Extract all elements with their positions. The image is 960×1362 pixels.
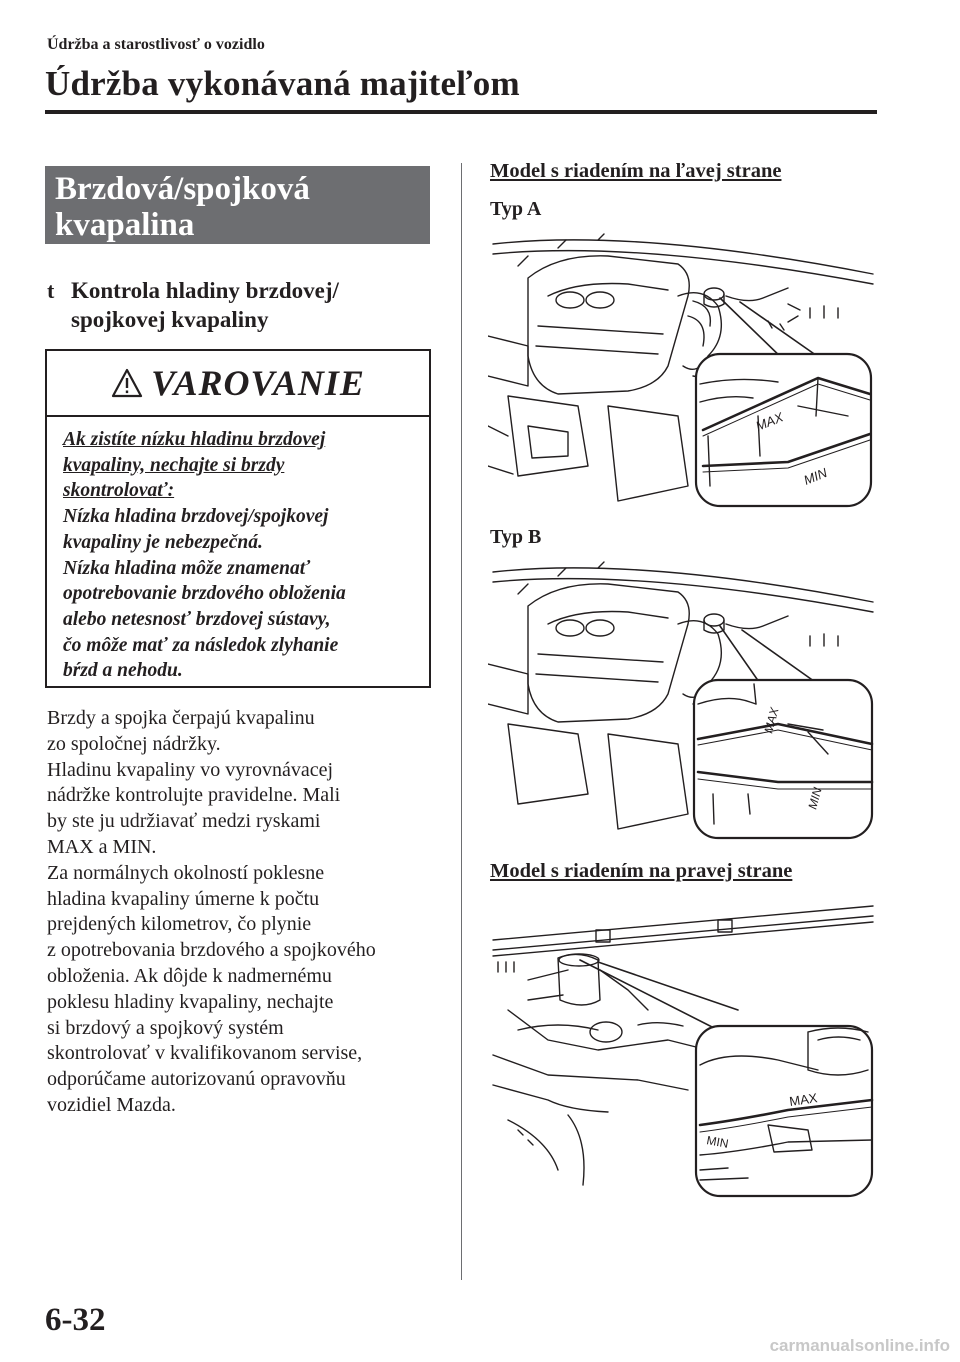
min-mark-label: MIN bbox=[805, 785, 825, 811]
subheading-bullet: t bbox=[47, 278, 55, 303]
body-line: z opotrebovania brzdového a spojkového bbox=[47, 939, 376, 962]
warning-underlined-line: skontrolovať: bbox=[63, 480, 175, 502]
title-rule bbox=[45, 110, 877, 114]
body-line: MAX a MIN. bbox=[47, 835, 157, 858]
body-line: skontrolovať v kvalifikovanom servise, bbox=[47, 1042, 363, 1065]
figure-rhd bbox=[488, 900, 878, 1200]
lhd-model-heading: Model s riadením na ľavej strane bbox=[490, 160, 782, 182]
body-line: Hladinu kvapaliny vo vyrovnávacej bbox=[47, 758, 334, 781]
body-line: by ste ju udržiavať medzi ryskami bbox=[47, 810, 321, 833]
type-b-label: Typ B bbox=[490, 526, 542, 548]
warning-header bbox=[47, 351, 429, 417]
warning-line: Nízka hladina môže znamenať bbox=[63, 557, 311, 579]
watermark[interactable]: carmanualsonline.info bbox=[769, 1336, 950, 1355]
body-line: odporúčame autorizovanú opravovňu bbox=[47, 1068, 346, 1091]
warning-line: Nízka hladina brzdovej/spojkovej bbox=[63, 506, 329, 528]
body-line: prejdených kilometrov, čo plynie bbox=[47, 913, 312, 936]
body-line: obloženia. Ak dôjde k nadmernému bbox=[47, 964, 332, 987]
warning-line: opotrebovanie brzdového obloženia bbox=[63, 583, 346, 605]
body-line: si brzdový a spojkový systém bbox=[47, 1016, 284, 1039]
breadcrumb: Údržba a starostlivosť o vozidlo bbox=[47, 36, 265, 53]
subheading bbox=[47, 276, 339, 334]
body-line: Za normálnych okolností poklesne bbox=[47, 861, 325, 884]
max-mark-label: MAX bbox=[753, 409, 786, 434]
warning-body bbox=[47, 417, 429, 684]
warning-underlined-line: Ak zistíte nízku hladinu brzdovej bbox=[63, 429, 326, 450]
rhd-model-heading: Model s riadením na pravej strane bbox=[490, 860, 793, 882]
min-mark-label: MIN bbox=[801, 464, 830, 488]
engine-bay-illustration bbox=[488, 226, 878, 516]
engine-bay-illustration bbox=[488, 554, 878, 844]
body-line: Brzdy a spojka čerpajú kvapalinu bbox=[47, 707, 315, 729]
section-heading-line1: Brzdová/spojková bbox=[55, 171, 310, 207]
body-paragraph bbox=[47, 706, 447, 1119]
warning-box bbox=[45, 349, 431, 688]
warning-line: alebo netesnosť brzdovej sústavy, bbox=[63, 608, 331, 630]
column-divider bbox=[461, 163, 462, 1280]
engine-bay-illustration bbox=[488, 900, 878, 1200]
body-line: nádržke kontrolujte pravidelne. Mali bbox=[47, 784, 341, 807]
warning-triangle-icon bbox=[111, 368, 143, 398]
body-line: zo spoločnej nádržky. bbox=[47, 732, 221, 755]
page-number: 6-32 bbox=[45, 1302, 106, 1338]
section-heading bbox=[45, 166, 430, 244]
min-mark-label: MIN bbox=[705, 1133, 730, 1151]
body-line: vozidiel Mazda. bbox=[47, 1093, 176, 1116]
page-title: Údržba vykonávaná majiteľom bbox=[45, 64, 520, 103]
type-a-label: Typ A bbox=[490, 198, 542, 220]
subheading-line2: spojkovej kvapaliny bbox=[71, 307, 269, 332]
figure-type-b bbox=[488, 554, 878, 844]
warning-title: VAROVANIE bbox=[151, 363, 365, 403]
subheading-line1: Kontrola hladiny brzdovej/ bbox=[71, 278, 339, 303]
section-heading-line2: kvapalina bbox=[55, 207, 195, 243]
max-mark-label: MAX bbox=[761, 706, 782, 735]
warning-underlined-line: kvapaliny, nechajte si brzdy bbox=[63, 454, 285, 476]
figure-type-a bbox=[488, 226, 878, 516]
body-line: hladina kvapaliny úmerne k počtu bbox=[47, 887, 320, 910]
warning-line: kvapaliny je nebezpečná. bbox=[63, 531, 263, 553]
warning-line: bŕzd a nehodu. bbox=[63, 660, 183, 682]
body-line: poklesu hladiny kvapaliny, nechajte bbox=[47, 990, 334, 1013]
max-mark-label: MAX bbox=[788, 1090, 819, 1109]
warning-line: čo môže mať za následok zlyhanie bbox=[63, 634, 339, 656]
